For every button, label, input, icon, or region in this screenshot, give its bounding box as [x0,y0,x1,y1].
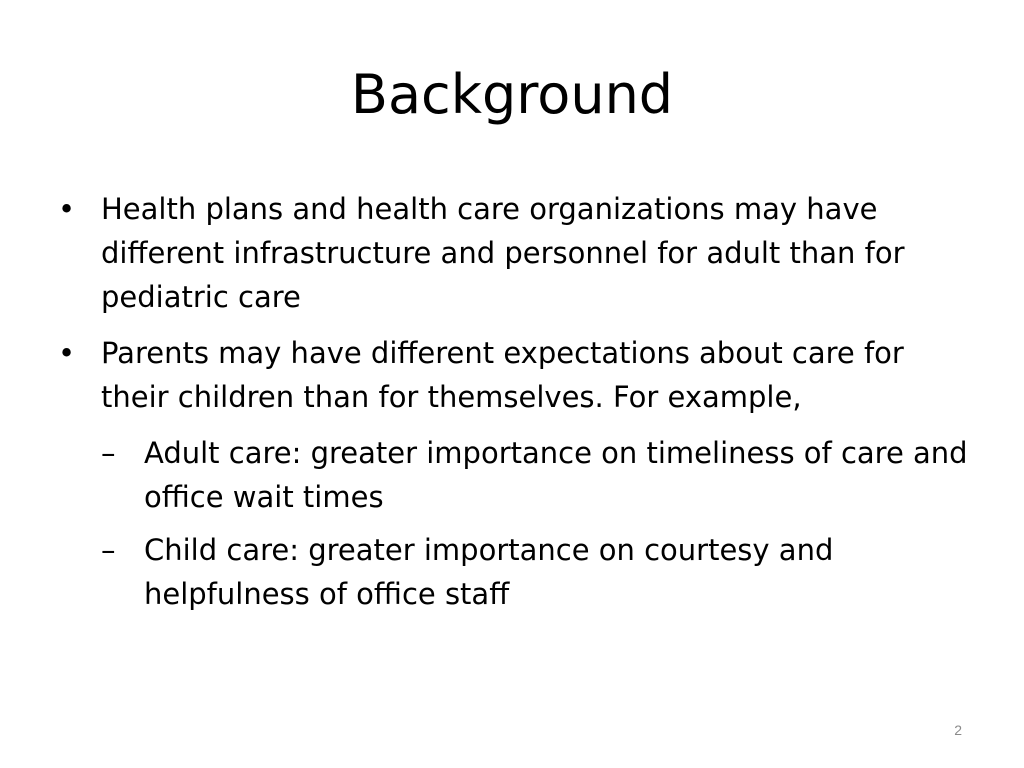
dash-marker-icon: – [101,533,116,567]
sub-bullet-item-2 [101,528,978,616]
bullet-item-2 [58,331,978,419]
sub-bullet-text: Child care: greater importance on courtesy and helpfulness of office staff [144,533,834,611]
bullet-marker-icon: • [58,192,76,226]
bullet-item-1 [58,187,978,319]
bullet-text: Health plans and health care organizations may have different infrastructure and personnel for adult than for pediatric care [101,192,905,314]
bullet-marker-icon: • [58,336,76,370]
dash-marker-icon: – [101,436,116,470]
slide-title: Background [350,63,674,126]
sub-bullet-list [58,431,978,616]
sub-bullet-text: Adult care: greater importance on timeliness of care and office wait times [144,436,968,514]
slide-body [58,187,978,625]
sub-bullet-item-1 [101,431,978,519]
page-number: 2 [954,722,962,738]
bullet-text: Parents may have different expectations about care for their children than for themselves. For example, [101,336,904,414]
